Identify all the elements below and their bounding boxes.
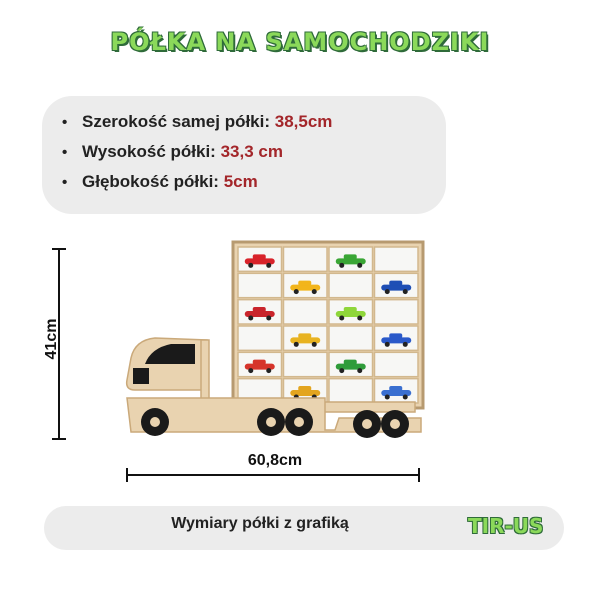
shelf-compartment xyxy=(238,273,282,297)
bullet-icon: • xyxy=(62,114,68,131)
shelf-compartment xyxy=(375,300,419,324)
shelf-compartment xyxy=(284,352,328,376)
shelf-compartment xyxy=(375,247,419,271)
spec-width-value: 38,5cm xyxy=(274,112,333,131)
exhaust-stack xyxy=(201,340,209,400)
shelf-compartment xyxy=(329,379,373,403)
width-dimension-label: 60,8cm xyxy=(247,452,303,469)
shelf-compartment xyxy=(329,326,373,350)
spec-depth-value: 5cm xyxy=(223,172,258,191)
wheel-icon xyxy=(141,408,169,436)
brand-logo: TIR-US xyxy=(468,514,544,538)
wheel-icon xyxy=(257,408,285,436)
wheel-icon xyxy=(381,410,409,438)
page-title: PÓŁKA NA SAMOCHODZIKI xyxy=(110,28,490,56)
spec-height-label: Wysokość półki: xyxy=(82,142,216,161)
shelf-compartment xyxy=(284,300,328,324)
spec-height-value: 33,3 cm xyxy=(220,142,283,161)
spec-width-label: Szerokość samej półki: xyxy=(82,112,271,131)
footer-caption: Wymiary półki z grafiką xyxy=(171,515,349,532)
wheel-icon xyxy=(353,410,381,438)
truck-shelf-graphic xyxy=(125,240,425,440)
spec-width xyxy=(62,108,332,138)
cab-grille xyxy=(133,368,149,384)
shelf-compartment xyxy=(284,247,328,271)
spec-depth xyxy=(62,168,332,198)
shelf-compartment xyxy=(329,273,373,297)
wheel-icon xyxy=(285,408,313,436)
shelf-compartment xyxy=(375,352,419,376)
spec-depth-label: Głębokość półki: xyxy=(82,172,219,191)
shelf-compartment xyxy=(238,326,282,350)
height-dimension-label: 41cm xyxy=(43,318,60,360)
width-dimension-line xyxy=(126,474,420,476)
bullet-icon: • xyxy=(62,174,68,191)
bullet-icon: • xyxy=(62,144,68,161)
specs-list xyxy=(62,108,332,198)
spec-height xyxy=(62,138,332,168)
